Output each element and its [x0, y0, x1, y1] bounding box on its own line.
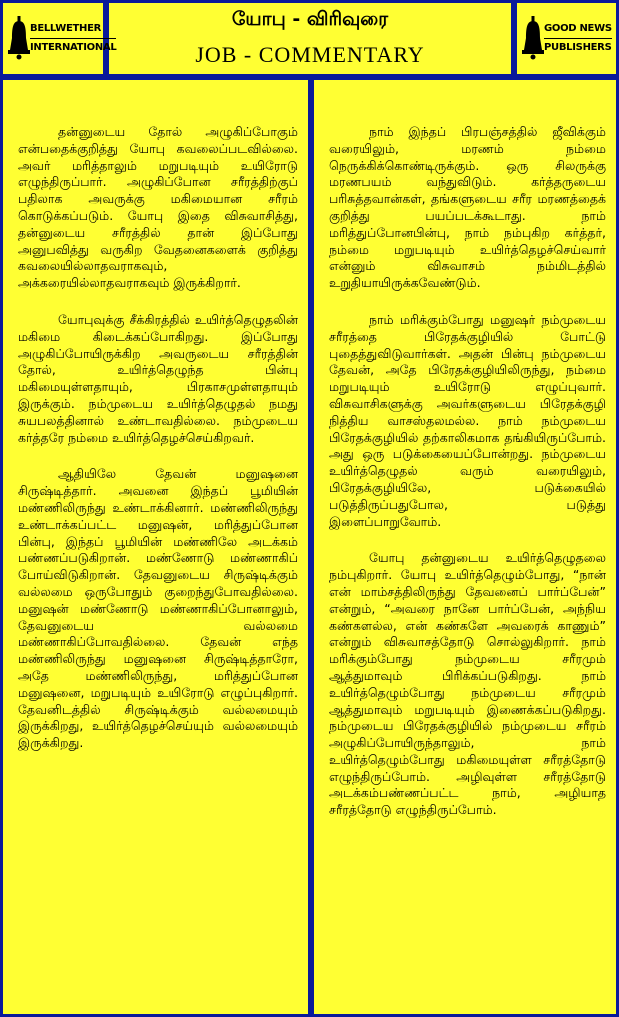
bellwether-logo — [8, 14, 117, 62]
page-title-tamil: யோபு - விரிவுரை — [231, 8, 389, 30]
right-column-text — [329, 124, 606, 839]
paragraph: நாம் இந்தப் பிரபஞ்சத்தில் ஜீவிக்கும் வரையிலும், மரணம் நம்மை நெருக்கிக்கொண்டிருக்கும். ஒரு சிலருக்கு மரணபயம் வந்துவிடும். கர்த்தருடைய பரிசுத்தவான்கள், தங்களுடைய சரீர மரணத்தைக் குறித்து பயப்படக்கூடாது. நாம் மரித்துப்போனபின்பு, நாம் நம்புகிற கர்த்தர், நம்மை மறுபடியும் உயிர்த்தெழச்செய்வார் என்னும் விசுவாசம் நம்மிடத்தில் உறுதியாயிருக்கவேண்டும். — [329, 124, 606, 291]
left-column-text — [18, 124, 298, 772]
page-title-english: JOB - COMMENTARY — [195, 42, 425, 67]
paragraph: நாம் மரிக்கும்போது மனுஷர் நம்முடைய சரீரத்தை பிரேதக்குழியில் போட்டு புதைத்துவிடுவார்கள். அதன் பின்பு நம்முடைய தேவன், அதே பிரேதக்குழியிலிருந்து, நம்மை மறுபடியும் உயிரோடு எழுப்புவார். விசுவாசிகளுக்கு அவர்களுடைய பிரேதக்குழி நித்திய வாசஸ்தலமல்ல. நாம் நம்முடைய பிரேதக்குழியில் தற்காலிகமாக தங்கியிருப்போம். அது ஒரு படுக்கையைப்போன்றது. நம்முடைய உயிர்த்தெழுதல் வரும் வரையிலும், பிரேதக்குழியிலே, படுக்கையில் படுத்திருப்பதுபோல, படுத்து இளைப்பாறுவோம். — [329, 311, 606, 529]
good-news-logo-text — [544, 20, 612, 57]
logo-right-line2: PUBLISHERS — [544, 41, 612, 53]
paragraph: யோபுவுக்கு சீக்கிரத்தில் உயிர்த்தெழுதலின் மகிமை கிடைக்கப்போகிறது. இப்போது அழுகிப்போயிருக்கிற அவருடைய சரீரத்தின் தோல், உயிர்த்தெழுந்த பின்பு மகிமையுள்ளதாயும், பிரகாசமுள்ளதாயும் இருக்கும். நம்முடைய உயிர்த்தெழுதல் நமது சுயபலத்தினால் உண்டாவதில்லை. நம்முடைய கர்த்தரே நம்மை உயிர்த்தெழச்செய்கிறவர். — [18, 311, 298, 445]
bell-icon — [522, 16, 544, 60]
paragraph: யோபு தன்னுடைய உயிர்த்தெழுதலை நம்புகிறார். யோபு உயிர்த்தெழும்போது, “நான் என் மாம்சத்திலிருந்து தேவனைப் பார்ப்பேன்” என்றும், “அவரை நானே பார்ப்பேன், அந்நிய கண்களல்ல, என் கண்களே அவரைக் காணும்” என்றும் விசுவாசத்தோடு சொல்லுகிறார். நாம் மரிக்கும்போது நம்முடைய சரீரமும் ஆத்துமாவும் பிரிக்கப்படுகிறது. நாம் உயிர்த்தெழும்போது நம்முடைய சரீரமும் ஆத்துமாவும் மறுபடியும் இணைக்கப்படுகிறது. நம்முடைய பிரேதக்குழியில் நம்முடைய சரீரம் அழுகிப்போயிருந்தாலும், நாம் உயிர்த்தெழும்போது மகிமையுள்ள சரீரத்தோடு எழுந்திருப்போம். அழிவுள்ள சரீரத்தோடு அடக்கம்பண்ணப்பட்ட நாம், அழியாத சரீரத்தோடு எழுந்திருப்போம். — [329, 550, 606, 818]
logo-left-line2: INTERNATIONAL — [30, 41, 117, 53]
logo-left-line1: BELLWETHER — [30, 20, 116, 39]
paragraph: தன்னுடைய தோல் அழுகிப்போகும் என்பதைக்குறித்து யோபு கவலைப்படவில்லை. அவர் மரித்தாலும் மறுபடியும் உயிரோடு எழுந்திருப்பார். அழுகிப்போன சரீரத்திற்குப் பதிலாக அவருக்கு மகிமையான சரீரம் கொடுக்கப்படும். யோபு இதை விசுவாசித்து, தன்னுடைய சரீரத்தில் தான் இப்போது அனுபவித்து வருகிற வேதனைகளைக் குறித்து கவலையில்லாதவராகவும், அக்கரையில்லாதவராகவும் இருக்கிறார். — [18, 124, 298, 291]
paragraph: ஆதியிலே தேவன் மனுஷனை சிருஷ்டித்தார். அவனை இந்தப் பூமியின் மண்ணிலிருந்து உண்டாக்கினார். மண்ணிலிருந்து உண்டாக்கப்பட்ட மனுஷன், மரித்துப்போன பின்பு, இந்தப் பூமியின் மண்ணிலே அடக்கம் பண்ணப்படுகிறான். மண்ணோடு மண்ணாகிப் போய்விடுகிறான். தேவனுடைய சிருஷ்டிக்கும் வல்லமை ஒருபோதும் குறைந்துபோவதில்லை. மனுஷன் மண்ணோடு மண்ணாகிப்போனாலும், தேவனுடைய வல்லமை மண்ணாகிப்போவதில்லை. தேவன் எந்த மண்ணிலிருந்து மனுஷனை சிருஷ்டித்தாரோ, அதே மண்ணிலிருந்து, மரித்துப்போன மனுஷனை, மறுபடியும் உயிரோடு எழுப்புகிறார். தேவனிடத்தில் சிருஷ்டிக்கும் வல்லமையும் இருக்கிறது, உயிர்த்தெழச்செய்யும் வல்லமையும் இருக்கிறது. — [18, 466, 298, 751]
logo-right-line1: GOOD NEWS — [544, 20, 612, 39]
bellwether-logo-text — [30, 20, 116, 57]
bell-icon — [8, 16, 30, 60]
good-news-logo — [522, 14, 612, 62]
